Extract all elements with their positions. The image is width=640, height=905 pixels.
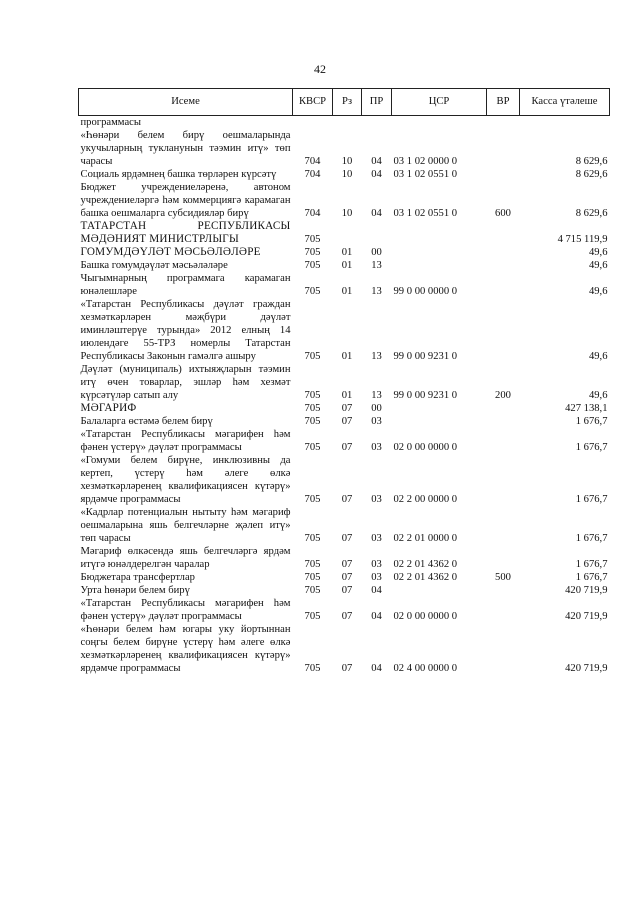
cell-vr bbox=[487, 298, 520, 363]
cell-sum: 1 676,7 bbox=[575, 442, 608, 453]
budget-table bbox=[78, 88, 610, 675]
cell-kvsr: 705 bbox=[304, 234, 321, 245]
cell-csr: 99 0 00 9231 0 bbox=[393, 390, 458, 401]
table-row bbox=[79, 597, 610, 623]
cell-name: Урта һөнәри белем бирү bbox=[80, 585, 190, 596]
header-name: Исеме bbox=[79, 89, 293, 116]
cell-rz bbox=[333, 116, 362, 130]
cell-kvsr: 705 bbox=[304, 559, 321, 570]
cell-kvsr: 705 bbox=[304, 416, 321, 427]
cell-csr: 02 2 01 4362 0 bbox=[393, 559, 458, 570]
cell-pr: 03 bbox=[371, 533, 382, 544]
cell-vr bbox=[487, 402, 520, 415]
cell-kvsr: 704 bbox=[304, 156, 321, 167]
table-row bbox=[79, 181, 610, 220]
cell-csr: 03 1 02 0551 0 bbox=[393, 169, 458, 180]
header-pr: ПР bbox=[362, 89, 392, 116]
table-row bbox=[79, 220, 610, 246]
header-csr: ЦСР bbox=[392, 89, 487, 116]
cell-kvsr: 705 bbox=[304, 663, 321, 674]
cell-csr bbox=[392, 259, 487, 272]
cell-rz: 07 bbox=[341, 572, 353, 583]
table-row bbox=[79, 129, 610, 168]
cell-vr bbox=[487, 220, 520, 246]
cell-name: «Татарстан Республикасы дәүләт граждан хезмәткәрләрен мәҗбүри дәүләт иминләштерүе турында» 2012 елның 14 июлендәге 55-ТРЗ номерлы Татарстан Республикасы Законын гамәлгә ашыру bbox=[80, 299, 291, 362]
table-row bbox=[79, 168, 610, 181]
cell-kvsr: 705 bbox=[304, 403, 321, 414]
table-header bbox=[79, 89, 610, 116]
cell-kvsr bbox=[293, 116, 333, 130]
cell-sum: 1 676,7 bbox=[575, 533, 608, 544]
table-row bbox=[79, 454, 610, 506]
table-row bbox=[79, 623, 610, 675]
cell-pr: 00 bbox=[371, 403, 382, 414]
cell-pr: 04 bbox=[371, 156, 382, 167]
cell-pr: 13 bbox=[371, 351, 382, 362]
cell-name: «Татарстан Республикасы мәгарифен һәм фәнен үстерү» дәүләт программасы bbox=[80, 598, 291, 622]
cell-sum: 49,6 bbox=[588, 390, 608, 401]
cell-vr bbox=[487, 597, 520, 623]
table-row bbox=[79, 363, 610, 402]
cell-rz: 07 bbox=[341, 585, 353, 596]
cell-pr: 03 bbox=[371, 442, 382, 453]
table-row bbox=[79, 298, 610, 363]
cell-pr: 03 bbox=[371, 494, 382, 505]
cell-csr bbox=[392, 220, 487, 246]
cell-sum: 420 719,9 bbox=[565, 663, 608, 674]
cell-csr: 02 0 00 0000 0 bbox=[393, 442, 458, 453]
cell-name: «Кадрлар потенциалын нытыту һәм мәгариф оешмаларына яшь белгечләрне җәлеп итү» төп чарасы bbox=[80, 507, 291, 544]
table-row bbox=[79, 246, 610, 259]
cell-sum: 1 676,7 bbox=[575, 416, 608, 427]
cell-sum: 4 715 119,9 bbox=[557, 234, 608, 245]
cell-sum: 420 719,9 bbox=[565, 585, 608, 596]
cell-kvsr: 705 bbox=[304, 286, 321, 297]
cell-rz: 10 bbox=[341, 156, 353, 167]
cell-csr bbox=[392, 246, 487, 259]
cell-kvsr: 704 bbox=[304, 208, 321, 219]
cell-pr: 04 bbox=[371, 585, 382, 596]
cell-sum: 8 629,6 bbox=[575, 208, 608, 219]
cell-name: Бюджетара трансфертлар bbox=[80, 572, 195, 583]
cell-csr: 02 2 01 4362 0 bbox=[393, 572, 458, 583]
cell-rz: 07 bbox=[341, 663, 353, 674]
cell-name: ГОМУМДӘҮЛӘТ МӘСЬӘЛӘЛӘРЕ bbox=[80, 246, 261, 258]
cell-pr: 00 bbox=[371, 247, 382, 258]
cell-kvsr: 705 bbox=[304, 260, 321, 271]
table-row bbox=[79, 506, 610, 545]
table-row bbox=[79, 402, 610, 415]
cell-kvsr: 705 bbox=[304, 494, 321, 505]
cell-pr bbox=[362, 116, 392, 130]
header-row bbox=[79, 89, 610, 116]
cell-name: Мәгариф өлкәсендә яшь белгечләргә ярдәм итүгә юнәлдерелгән чаралар bbox=[80, 546, 291, 570]
header-rz: Рз bbox=[333, 89, 362, 116]
cell-vr bbox=[487, 454, 520, 506]
cell-name: Башка гомумдәүләт мәсьәләләре bbox=[80, 260, 228, 271]
table-row bbox=[79, 545, 610, 571]
cell-csr bbox=[392, 584, 487, 597]
cell-rz: 07 bbox=[341, 442, 353, 453]
cell-name: Бюджет учреждениеләренә, автоном учреждениеләргә һәм коммерциягә карамаган башка оешмаларга субсидияләр бирү bbox=[80, 182, 291, 219]
cell-rz: 01 bbox=[341, 390, 353, 401]
cell-vr bbox=[487, 415, 520, 428]
cell-name: «Татарстан Республикасы мәгарифен һәм фәнен үстерү» дәүләт программасы bbox=[80, 429, 291, 453]
cell-csr: 99 0 00 9231 0 bbox=[393, 351, 458, 362]
cell-rz: 07 bbox=[341, 559, 353, 570]
cell-sum: 1 676,7 bbox=[575, 559, 608, 570]
cell-pr: 04 bbox=[371, 663, 382, 674]
cell-sum: 8 629,6 bbox=[575, 156, 608, 167]
cell-kvsr: 704 bbox=[304, 169, 321, 180]
cell-rz: 10 bbox=[341, 169, 353, 180]
cell-kvsr: 705 bbox=[304, 611, 321, 622]
cell-sum: 1 676,7 bbox=[575, 494, 608, 505]
table-row bbox=[79, 584, 610, 597]
cell-name: Балаларга өстәмә белем бирү bbox=[80, 416, 213, 427]
cell-sum: 8 629,6 bbox=[575, 169, 608, 180]
table-row bbox=[79, 571, 610, 584]
cell-csr: 02 0 00 0000 0 bbox=[393, 611, 458, 622]
cell-pr: 03 bbox=[371, 559, 382, 570]
cell-kvsr: 705 bbox=[304, 390, 321, 401]
cell-name: Чыгымнарның программага карамаган юнәлешләре bbox=[80, 273, 291, 297]
cell-sum: 49,6 bbox=[588, 247, 608, 258]
table-row bbox=[79, 428, 610, 454]
cell-kvsr: 705 bbox=[304, 572, 321, 583]
cell-csr bbox=[392, 415, 487, 428]
cell-kvsr: 705 bbox=[304, 585, 321, 596]
cell-rz: 07 bbox=[341, 403, 353, 414]
header-kassa: Касса үтәлеше bbox=[520, 89, 610, 116]
cell-sum: 49,6 bbox=[588, 351, 608, 362]
cell-rz: 01 bbox=[341, 286, 353, 297]
cell-name: «Гомуми белем бирүне, инклюзивны да кертеп, үстерү һәм әлеге өлкә хезмәткәрләренең квалификациясен күтәрү» ярдәмче программасы bbox=[80, 455, 291, 505]
page-number: 42 bbox=[314, 62, 326, 76]
cell-vr: 500 bbox=[495, 572, 511, 583]
table-row bbox=[79, 415, 610, 428]
cell-vr bbox=[487, 545, 520, 571]
table-row bbox=[79, 259, 610, 272]
cell-csr: 02 2 00 0000 0 bbox=[393, 494, 458, 505]
cell-vr: 200 bbox=[495, 390, 511, 401]
cell-kvsr: 705 bbox=[304, 442, 321, 453]
cell-csr bbox=[392, 402, 487, 415]
header-vr: ВР bbox=[487, 89, 520, 116]
cell-sum: 1 676,7 bbox=[575, 572, 608, 583]
header-kvsr: КВСР bbox=[293, 89, 333, 116]
cell-csr: 02 2 01 0000 0 bbox=[393, 533, 458, 544]
table-row bbox=[79, 272, 610, 298]
cell-csr: 02 4 00 0000 0 bbox=[393, 663, 458, 674]
cell-sum: 49,6 bbox=[588, 286, 608, 297]
cell-rz: 10 bbox=[341, 208, 353, 219]
cell-vr bbox=[487, 168, 520, 181]
cell-rz: 01 bbox=[341, 247, 353, 258]
cell-rz: 07 bbox=[341, 611, 353, 622]
cell-name: ТАТАРСТАН РЕСПУБЛИКАСЫ МӘДӘНИЯТ МИНИСТРЛЫГЫ bbox=[80, 220, 291, 245]
cell-pr: 04 bbox=[371, 169, 382, 180]
cell-name: «Һөнәри белем һәм югары уку йортыннан соңгы белем бирүне үстерү һәм әлеге өлкә хезмәткәрләренең квалификациясен күтәрү» ярдәмче программасы bbox=[80, 624, 291, 674]
cell-pr: 03 bbox=[371, 416, 382, 427]
cell-name: «Һөнәри белем бирү оешмаларында укучыларның тукланунын тәэмин итү» төп чарасы bbox=[80, 130, 291, 167]
cell-rz: 01 bbox=[341, 260, 353, 271]
cell-csr bbox=[392, 116, 487, 130]
cell-rz: 07 bbox=[341, 533, 353, 544]
cell-name: МӘГАРИФ bbox=[80, 402, 137, 414]
cell-pr: 03 bbox=[371, 572, 382, 583]
cell-csr: 03 1 02 0000 0 bbox=[393, 156, 458, 167]
cell-csr: 99 0 00 0000 0 bbox=[393, 286, 458, 297]
cell-csr: 03 1 02 0551 0 bbox=[393, 208, 458, 219]
cell-sum: 427 138,1 bbox=[565, 403, 608, 414]
cell-vr bbox=[487, 428, 520, 454]
cell-vr bbox=[487, 246, 520, 259]
cell-vr bbox=[487, 259, 520, 272]
cell-kvsr: 705 bbox=[304, 533, 321, 544]
cell-vr bbox=[487, 129, 520, 168]
cell-pr: 13 bbox=[371, 390, 382, 401]
cell-vr bbox=[487, 584, 520, 597]
cell-rz: 07 bbox=[341, 416, 353, 427]
cell-pr: 04 bbox=[371, 208, 382, 219]
cell-kvsr: 705 bbox=[304, 351, 321, 362]
cell-vr bbox=[487, 116, 520, 130]
cell-name: Социаль ярдәмнең башка төрләрен күрсәтү bbox=[80, 169, 277, 180]
cell-name: программасы bbox=[80, 117, 141, 128]
cell-vr bbox=[487, 506, 520, 545]
cell-rz bbox=[333, 220, 362, 246]
cell-sum bbox=[520, 116, 610, 130]
cell-sum: 49,6 bbox=[588, 260, 608, 271]
cell-pr: 13 bbox=[371, 260, 382, 271]
cell-name: Дәүләт (муниципаль) ихтыяҗларын тәэмин итү өчен товарлар, эшләр һәм хезмәт күрсәтүләр сатып алу bbox=[80, 364, 291, 401]
cell-vr: 600 bbox=[495, 208, 511, 219]
table-body bbox=[79, 116, 610, 676]
cell-rz: 07 bbox=[341, 494, 353, 505]
cell-vr bbox=[487, 272, 520, 298]
table-row bbox=[79, 116, 610, 130]
cell-pr: 04 bbox=[371, 611, 382, 622]
cell-rz: 01 bbox=[341, 351, 353, 362]
cell-vr bbox=[487, 623, 520, 675]
cell-pr bbox=[362, 220, 392, 246]
cell-pr: 13 bbox=[371, 286, 382, 297]
cell-kvsr: 705 bbox=[304, 247, 321, 258]
cell-sum: 420 719,9 bbox=[565, 611, 608, 622]
